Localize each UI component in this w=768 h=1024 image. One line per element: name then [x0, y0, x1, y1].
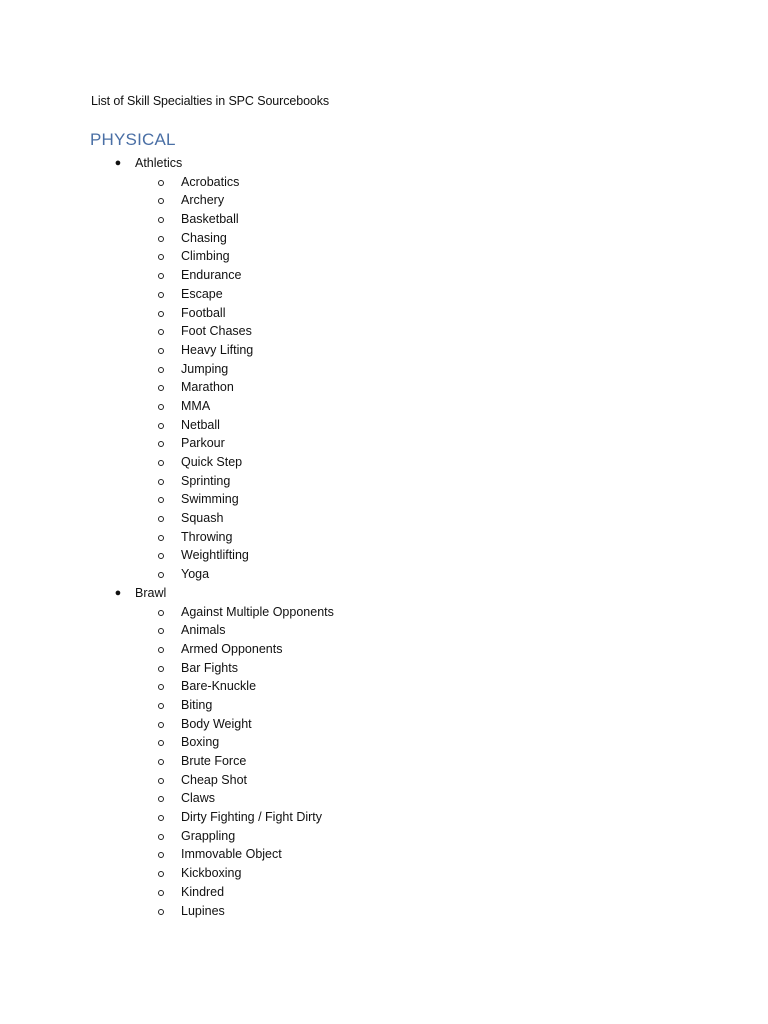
circle-bullet-icon — [158, 236, 164, 242]
circle-bullet-icon — [158, 311, 164, 317]
circle-bullet-icon — [158, 348, 164, 354]
specialty-item — [0, 528, 768, 547]
specialty-item — [0, 845, 768, 864]
specialty-label: Immovable Object — [181, 847, 282, 862]
specialty-item — [0, 883, 768, 902]
specialty-item — [0, 827, 768, 846]
specialty-item — [0, 266, 768, 285]
specialty-item — [0, 789, 768, 808]
circle-bullet-icon — [158, 180, 164, 186]
circle-bullet-icon — [158, 834, 164, 840]
specialty-item — [0, 378, 768, 397]
specialty-item — [0, 864, 768, 883]
specialty-item — [0, 210, 768, 229]
specialty-item — [0, 322, 768, 341]
specialty-label: Claws — [181, 791, 216, 806]
specialty-label: Yoga — [181, 567, 210, 582]
circle-bullet-icon — [158, 217, 164, 223]
circle-bullet-icon — [158, 535, 164, 541]
specialty-label: Squash — [181, 511, 224, 526]
specialty-item — [0, 621, 768, 640]
specialty-label: Acrobatics — [181, 174, 240, 189]
specialty-item — [0, 752, 768, 771]
specialty-label: Lupines — [181, 903, 225, 918]
skill-label: Athletics — [135, 156, 183, 170]
specialty-label: Escape — [181, 286, 223, 301]
specialty-item — [0, 173, 768, 192]
specialty-label: Archery — [181, 193, 225, 208]
specialty-label: Quick Step — [181, 455, 243, 469]
circle-bullet-icon — [158, 740, 164, 746]
circle-bullet-icon — [158, 759, 164, 765]
specialty-item — [0, 640, 768, 659]
circle-bullet-icon — [158, 647, 164, 653]
specialty-item — [0, 434, 768, 453]
specialty-item — [0, 472, 768, 491]
specialty-label: Dirty Fighting / Fight Dirty — [181, 810, 323, 825]
specialty-label: Swimming — [181, 492, 239, 507]
circle-bullet-icon — [158, 497, 164, 503]
specialty-item — [0, 509, 768, 528]
specialty-label: Against Multiple Opponents — [181, 604, 334, 619]
specialty-item — [0, 229, 768, 248]
circle-bullet-icon — [158, 666, 164, 672]
skill-list — [0, 154, 768, 920]
circle-bullet-icon — [158, 479, 164, 485]
circle-bullet-icon — [158, 441, 164, 447]
circle-bullet-icon — [158, 796, 164, 802]
circle-bullet-icon — [158, 703, 164, 709]
specialty-item — [0, 808, 768, 827]
specialty-item — [0, 696, 768, 715]
circle-bullet-icon — [158, 460, 164, 466]
specialty-label: Heavy Lifting — [181, 342, 254, 357]
circle-bullet-icon — [158, 815, 164, 821]
specialty-label: Basketball — [181, 212, 239, 227]
section-heading: PHYSICAL — [90, 130, 176, 149]
specialty-label: Brute Force — [181, 754, 247, 768]
specialty-label: Endurance — [181, 268, 242, 283]
circle-bullet-icon — [158, 198, 164, 204]
specialty-label: Jumping — [181, 361, 229, 376]
specialty-label: Marathon — [181, 380, 234, 395]
circle-bullet-icon — [158, 909, 164, 915]
circle-bullet-icon — [158, 572, 164, 578]
specialty-label: MMA — [181, 398, 211, 413]
specialty-label: Biting — [181, 697, 213, 712]
specialty-item — [0, 603, 768, 622]
circle-bullet-icon — [158, 273, 164, 279]
specialty-label: Bare-Knuckle — [181, 679, 257, 694]
circle-bullet-icon — [158, 684, 164, 690]
bullet-icon: ● — [114, 157, 122, 169]
specialty-label: Cheap Shot — [181, 772, 248, 787]
specialty-item — [0, 565, 768, 584]
circle-bullet-icon — [158, 367, 164, 373]
specialty-label: Armed Opponents — [181, 641, 283, 656]
specialty-label: Boxing — [181, 735, 220, 750]
specialty-label: Grappling — [181, 828, 236, 843]
specialty-label: Chasing — [181, 230, 227, 245]
skill-item — [0, 154, 768, 173]
bullet-icon: ● — [114, 586, 122, 599]
specialty-label: Body Weight — [181, 716, 252, 731]
specialty-item — [0, 360, 768, 379]
specialty-label: Sprinting — [181, 473, 231, 488]
skill-item — [0, 584, 768, 603]
circle-bullet-icon — [158, 329, 164, 335]
specialty-label: Throwing — [181, 529, 233, 544]
circle-bullet-icon — [158, 553, 164, 559]
specialty-item — [0, 247, 768, 266]
specialty-item — [0, 285, 768, 304]
circle-bullet-icon — [158, 722, 164, 728]
skill-label: Brawl — [135, 585, 167, 600]
circle-bullet-icon — [158, 852, 164, 858]
circle-bullet-icon — [158, 292, 164, 298]
specialty-item — [0, 341, 768, 360]
specialty-item — [0, 677, 768, 696]
circle-bullet-icon — [158, 404, 164, 410]
circle-bullet-icon — [158, 254, 164, 260]
specialty-item — [0, 490, 768, 509]
circle-bullet-icon — [158, 871, 164, 877]
specialty-label: Weightlifting — [181, 548, 249, 563]
specialty-item — [0, 546, 768, 565]
specialty-item — [0, 397, 768, 416]
specialty-label: Animals — [181, 623, 226, 638]
specialty-label: Kindred — [181, 884, 225, 899]
specialty-item — [0, 453, 768, 472]
specialty-label: Climbing — [181, 249, 230, 264]
circle-bullet-icon — [158, 516, 164, 522]
specialty-label: Kickboxing — [181, 866, 242, 881]
specialty-item — [0, 902, 768, 921]
circle-bullet-icon — [158, 628, 164, 634]
specialty-item — [0, 304, 768, 323]
circle-bullet-icon — [158, 423, 164, 429]
circle-bullet-icon — [158, 890, 164, 896]
specialty-label: Netball — [181, 417, 220, 432]
specialty-item — [0, 771, 768, 790]
specialty-label: Parkour — [181, 436, 225, 451]
specialty-item — [0, 191, 768, 210]
specialty-item — [0, 733, 768, 752]
specialty-label: Bar Fights — [181, 660, 238, 675]
specialty-item — [0, 659, 768, 678]
specialty-label: Foot Chases — [181, 324, 252, 339]
circle-bullet-icon — [158, 385, 164, 391]
circle-bullet-icon — [158, 610, 164, 616]
specialty-item — [0, 416, 768, 435]
specialty-label: Football — [181, 305, 226, 320]
document-title: List of Skill Specialties in SPC Sourcebooks — [91, 94, 330, 108]
circle-bullet-icon — [158, 778, 164, 784]
specialty-item — [0, 715, 768, 734]
